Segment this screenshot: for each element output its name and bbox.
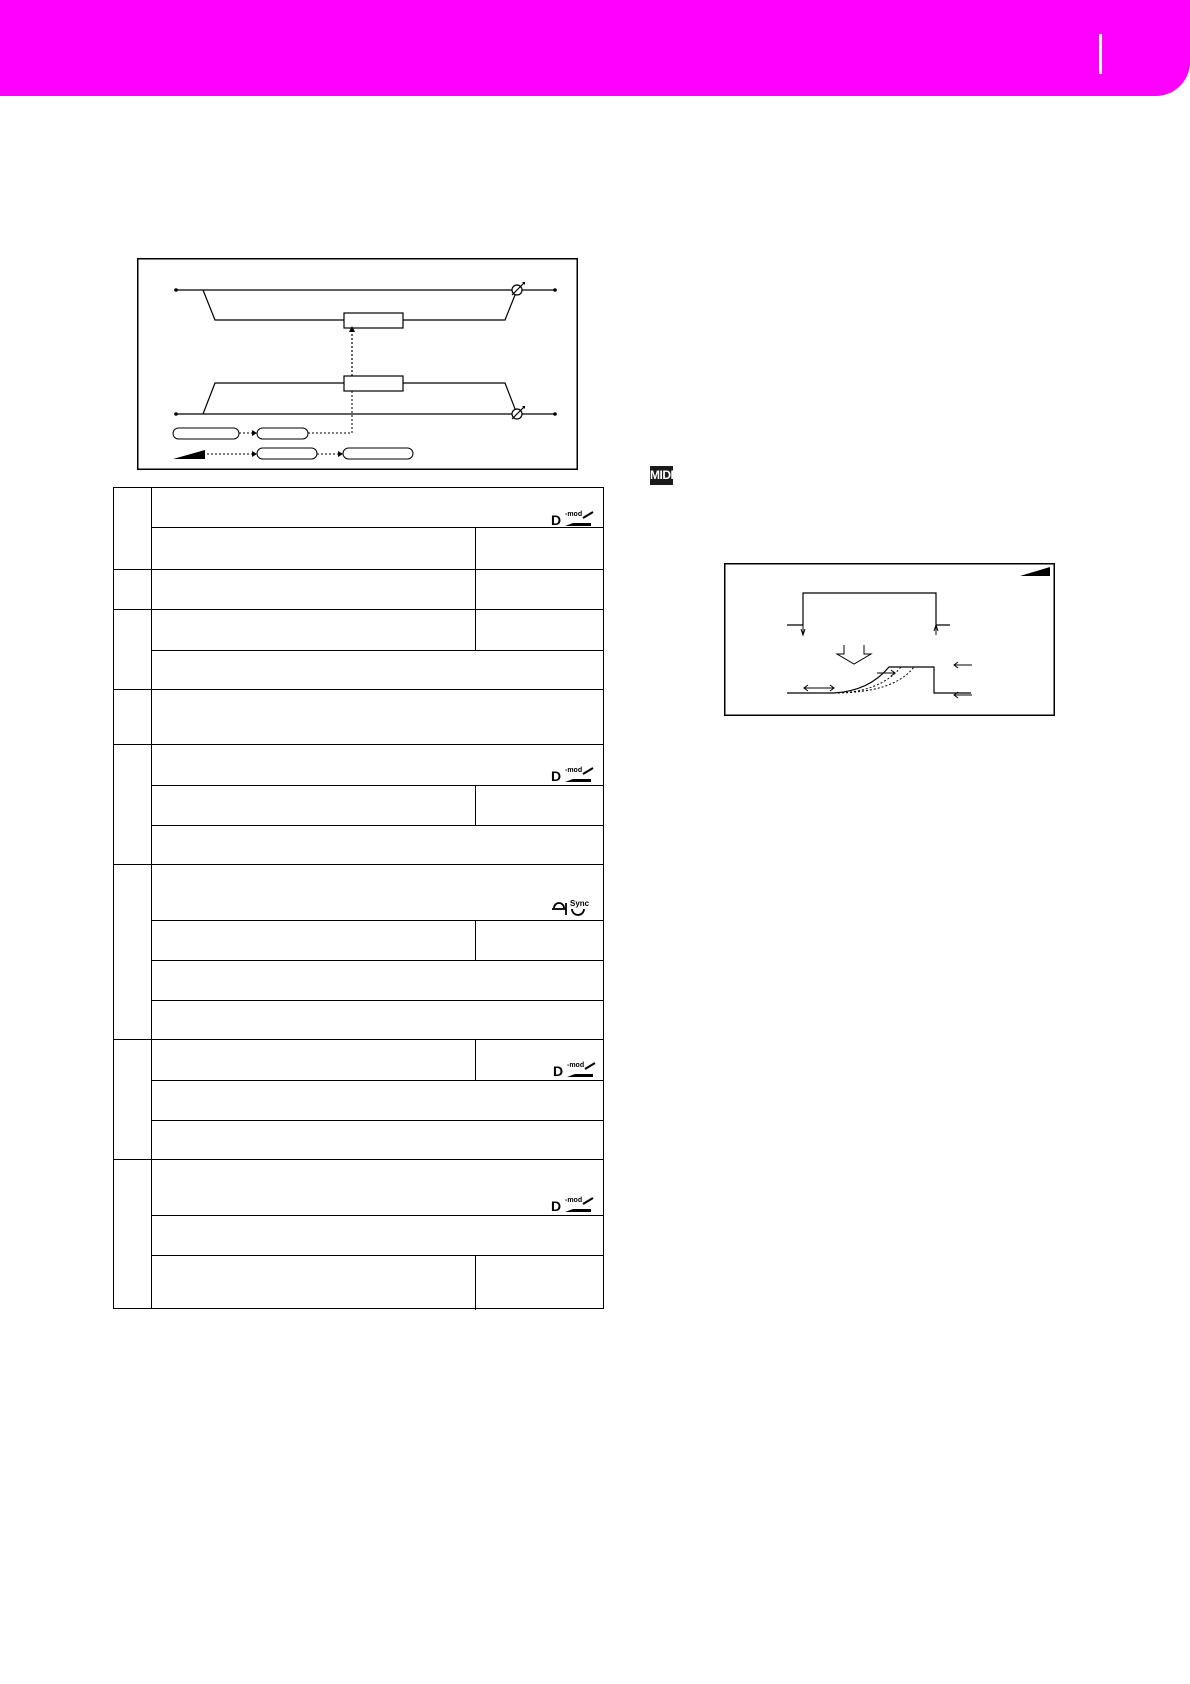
row-number-cell xyxy=(113,1160,152,1309)
row-number-cell xyxy=(113,1040,152,1159)
dmod-icon xyxy=(553,1060,597,1078)
tempo-sync-icon xyxy=(550,899,594,917)
envelope-curve-dashed-1 xyxy=(834,667,901,693)
param-row-2 xyxy=(113,569,604,609)
param-row-6 xyxy=(113,864,604,1039)
row-number-cell xyxy=(113,690,152,744)
modulation-source-ramp xyxy=(173,450,205,459)
param-row-5 xyxy=(113,744,604,864)
control-pill-2 xyxy=(257,428,308,439)
svg-text:-mod: -mod xyxy=(565,1197,583,1204)
param-row-3 xyxy=(113,609,604,689)
dmod-icon xyxy=(551,765,595,783)
midi-icon: MIDI xyxy=(650,466,673,485)
svg-text:D: D xyxy=(553,1063,564,1078)
svg-text:-mod: -mod xyxy=(565,511,583,518)
gate-pulse xyxy=(787,593,950,625)
param-row-4 xyxy=(113,689,604,744)
row-number-cell xyxy=(113,570,152,609)
param-row-1 xyxy=(113,487,604,569)
dmod-icon xyxy=(551,1195,595,1213)
row-number-cell xyxy=(113,865,152,1039)
param-row-7 xyxy=(113,1039,604,1159)
parameter-table xyxy=(113,487,604,1309)
transition-arrow xyxy=(837,645,871,664)
param-row-8 xyxy=(113,1159,604,1309)
bottom-process-block xyxy=(344,376,403,391)
header-divider-bar xyxy=(1099,34,1102,74)
dmod-icon xyxy=(551,509,595,527)
row-number-cell xyxy=(113,488,152,569)
control-pill-1 xyxy=(173,428,239,439)
modulation-source-ramp xyxy=(1020,567,1050,576)
top-process-block xyxy=(344,313,403,328)
row-number-cell xyxy=(113,745,152,864)
page-header-band xyxy=(0,0,1190,96)
svg-text:Sync: Sync xyxy=(570,899,590,908)
control-pill-3 xyxy=(257,448,317,459)
control-pill-4 xyxy=(343,448,413,459)
svg-text:-mod: -mod xyxy=(567,1062,585,1069)
svg-text:D: D xyxy=(551,1198,562,1213)
effect-block-diagram xyxy=(137,258,578,470)
svg-text:-mod: -mod xyxy=(565,767,583,774)
envelope-curve-solid xyxy=(787,667,971,693)
row-number-cell xyxy=(113,610,152,689)
envelope-diagram xyxy=(724,563,1055,716)
svg-text:D: D xyxy=(551,512,562,527)
svg-text:D: D xyxy=(551,768,562,783)
